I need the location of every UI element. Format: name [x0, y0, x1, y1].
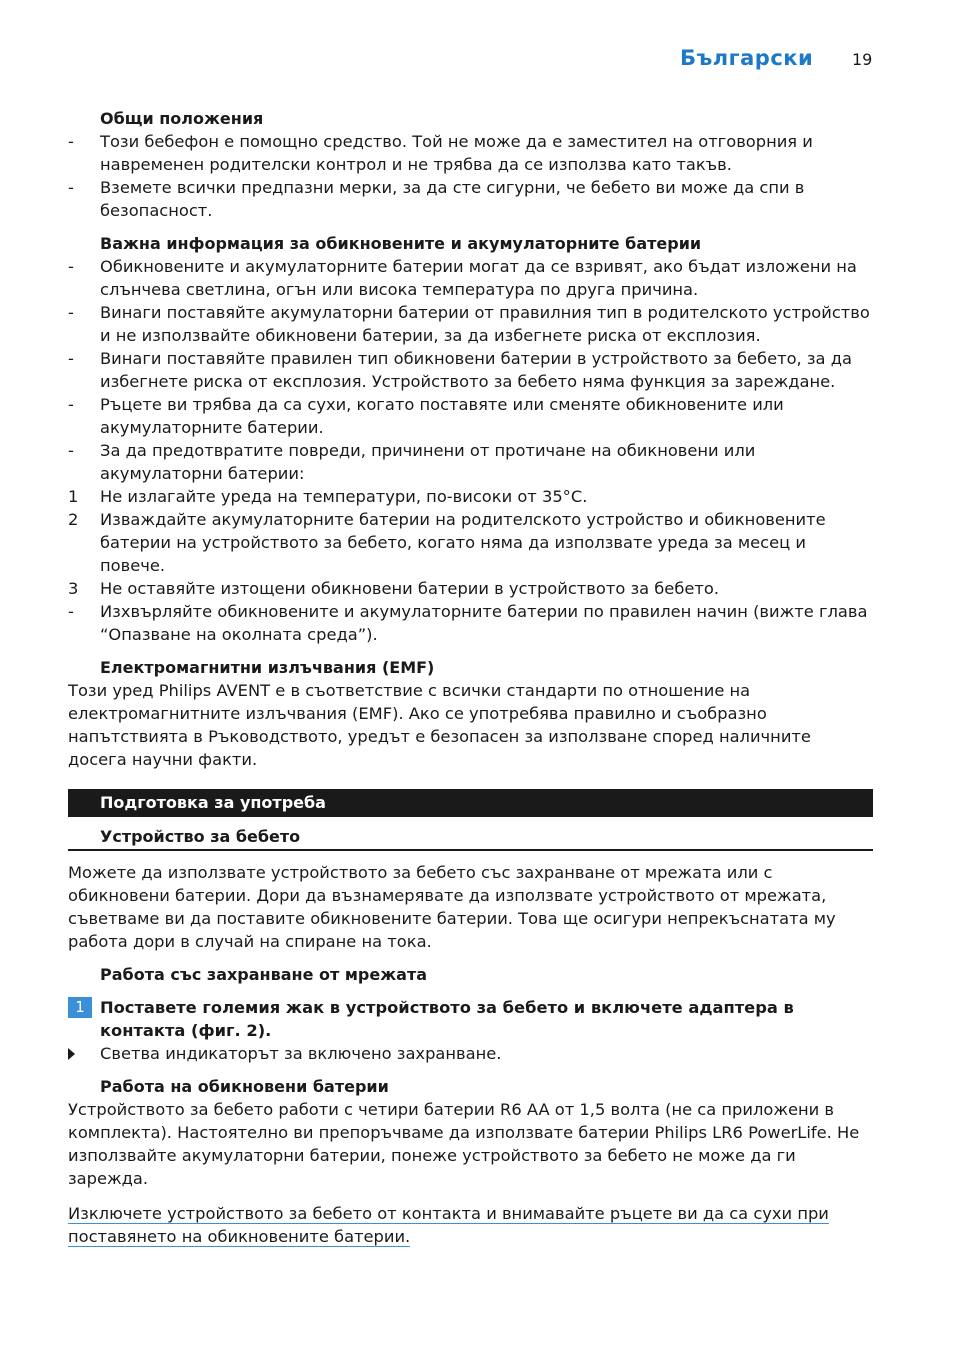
list-marker: - — [68, 441, 74, 460]
list-item-text: Не излагайте уреда на температури, по-високи от 35°C. — [100, 487, 588, 506]
list-item — [68, 255, 873, 301]
list-item-text: Вземете всички предпазни мерки, за да сте сигурни, че бебето ви може да спи в безопасност. — [100, 178, 805, 220]
step-text: Поставете големия жак в устройството за бебето и включете адаптера в контакта (фиг. 2). — [100, 998, 794, 1040]
list-item-text: Изваждайте акумулаторните батерии на родителското устройство и обикновените батерии на устройството за бебето, когато няма да използвате уреда за месец и повече. — [100, 510, 826, 575]
paragraph-emf: Този уред Philips AVENT е в съответствие с всички стандарти по отношение на електромагнитните излъчвания (EMF). Ако се употребява правилно и съобразно напътствията в Ръководството, уредът е безопасен за използване според наличните досега научни факти. — [68, 681, 811, 769]
list-marker: - — [68, 178, 74, 197]
list-item — [68, 508, 873, 577]
list-item-text: Този бебефон е помощно средство. Той не може да е заместител на отговорния и навременен родителски контрол и не трябва да се използва като такъв. — [100, 132, 813, 174]
list-item — [68, 347, 873, 393]
list-item-text: Винаги поставяйте акумулаторни батерии от правилния тип в родителското устройство и не използвайте обикновени батерии, за да избегнете риска от експлозия. — [100, 303, 870, 345]
header-language: Български — [680, 46, 814, 70]
warning-text — [68, 1202, 873, 1248]
triangle-bullet-icon — [68, 1048, 75, 1060]
list-marker: - — [68, 303, 74, 322]
list-item-text: Обикновените и акумулаторните батерии могат да се взривят, ако бъдат изложени на слънчева светлина, огън или висока температура по друга причина. — [100, 257, 857, 299]
list-marker: - — [68, 602, 74, 621]
list-marker: 3 — [68, 579, 79, 598]
list-item — [68, 130, 873, 176]
list-item-text: Изхвърляйте обикновените и акумулаторните батерии по правилен начин (вижте глава “Опазване на околната среда”). — [100, 602, 868, 644]
heading-general: Общи положения — [100, 109, 264, 128]
list-item — [68, 301, 873, 347]
result-text: Светва индикаторът за включено захранване. — [100, 1044, 502, 1063]
list-marker: 1 — [68, 487, 79, 506]
heading-mains: Работа със захранване от мрежата — [100, 965, 428, 984]
step-item — [68, 996, 873, 1042]
page-number: 19 — [852, 50, 873, 69]
warning-line-1: Изключете устройството за бебето от контакта и внимавайте ръцете ви да са сухи при — [68, 1204, 829, 1223]
heading-battery-operation: Работа на обикновени батерии — [100, 1077, 389, 1096]
list-item-text: Ръцете ви трябва да са сухи, когато поставяте или сменяте обикновените или акумулаторните батерии. — [100, 395, 784, 437]
paragraph-battery-operation: Устройството за бебето работи с четири батерии R6 AA от 1,5 волта (не са приложени в комплекта). Настоятелно ви препоръчваме да използвате батерии Philips LR6 PowerLife. Не използвайте акумулаторни батерии, понеже устройството за бебето не може да ги зарежда. — [68, 1100, 860, 1188]
page-content — [68, 107, 873, 1248]
heading-emf: Електромагнитни излъчвания (EMF) — [100, 658, 435, 677]
warning-line-2: поставянето на обикновените батерии. — [68, 1227, 411, 1246]
list-item — [68, 600, 873, 646]
result-item — [68, 1042, 873, 1065]
list-item-text: За да предотвратите повреди, причинени от протичане на обикновени или акумулаторни батерии: — [100, 441, 756, 483]
subheading-baby-unit: Устройство за бебето — [68, 825, 873, 851]
step-number-badge: 1 — [68, 997, 92, 1018]
list-marker: 2 — [68, 510, 79, 529]
list-marker: - — [68, 349, 74, 368]
heading-batteries: Важна информация за обикновените и акумулаторните батерии — [100, 234, 702, 253]
list-item — [68, 577, 873, 600]
list-marker: - — [68, 395, 74, 414]
list-marker: - — [68, 132, 74, 151]
list-item — [68, 176, 873, 222]
list-item-text: Не оставяйте изтощени обикновени батерии в устройството за бебето. — [100, 579, 719, 598]
section-bar-preparing: Подготовка за употреба — [68, 789, 873, 817]
list-item-text: Винаги поставяйте правилен тип обикновени батерии в устройството за бебето, за да избегнете риска от експлозия. Устройството за бебето няма функция за зареждане. — [100, 349, 852, 391]
list-item — [68, 439, 873, 485]
paragraph-intro: Можете да използвате устройството за бебето със захранване от мрежата или с обикновени батерии. Дори да възнамерявате да използвате устройството от мрежата, съветваме ви да поставите обикновените батерии. Това ще осигури непрекъснатата му работа дори в случай на спиране на тока. — [68, 863, 836, 951]
list-marker: - — [68, 257, 74, 276]
list-item — [68, 393, 873, 439]
list-item — [68, 485, 873, 508]
